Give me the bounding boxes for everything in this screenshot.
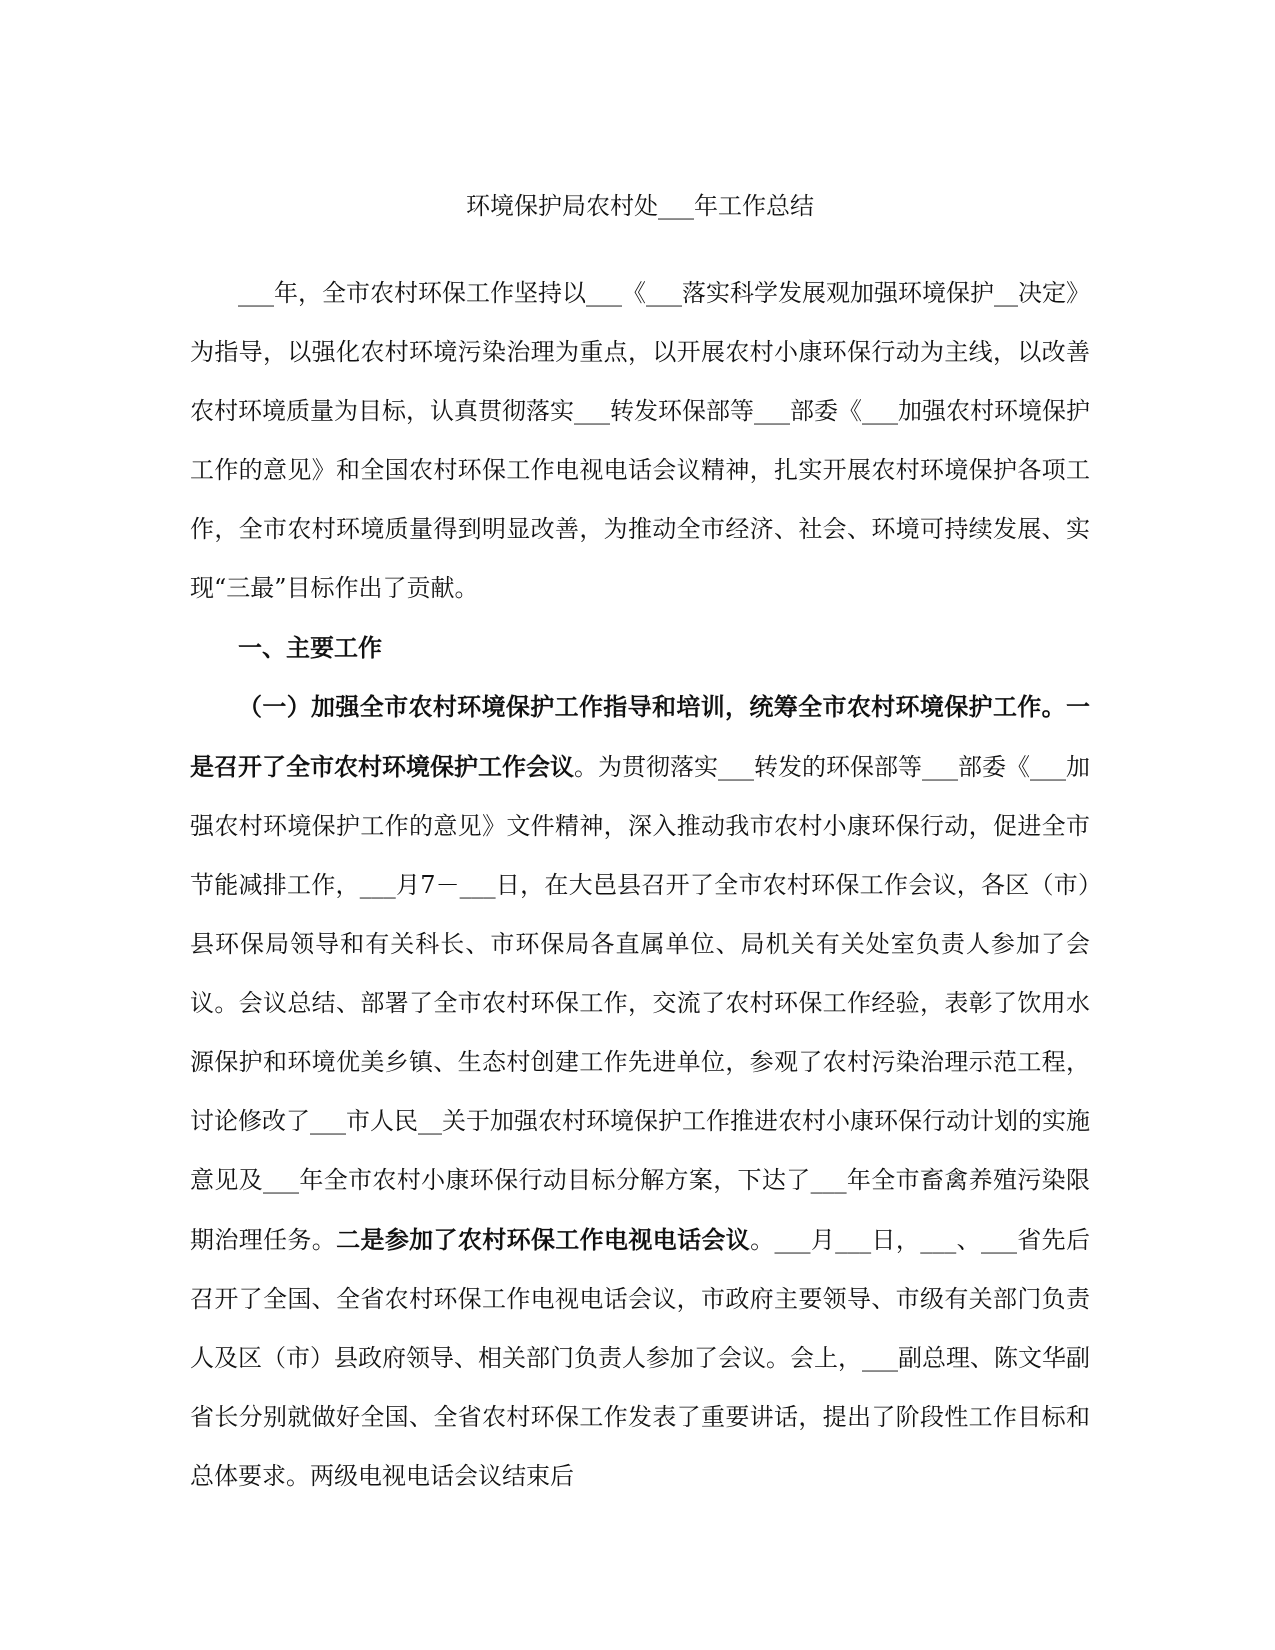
section-heading: 一、主要工作 [238,633,382,662]
sub-heading: （一）加强全市农村环境保护工作指导和培训，统筹全市农村环境保护工作 [238,692,1042,721]
document-body [190,264,1090,1506]
point2-text: 。___月___日，___、___省先后召开了全国、全省农村环保工作电视电话会议，市政府主要领导、市级有关部门负责人及区（市）县政府领导、相关部门负责人参加了会议。会上，___副总理、陈文华副省长分别就做好全国、全省农村环保工作发表了重要讲话，提出了阶段性工作目标和总体要求。两级电视电话会议结束后 [190,1226,1091,1490]
intro-paragraph: ___年，全市农村环保工作坚持以___《___落实科学发展观加强环境保护__决定》为指导，以强化农村环境污染治理为重点，以开展农村小康环保行动为主线，以改善农村环境质量为目标，认真贯彻落实___转发环保部等___部委《___加强农村环境保护工作的意见》和全国农村环保工作电视电话会议精神，扎实开展农村环境保护各项工作，全市农村环境质量得到明显改善，为推动全市经济、社会、环境可持续发展、实现“三最”目标作出了贡献。 [190,279,1090,602]
point2-title: 二是参加了农村环保工作电视电话会议 [336,1225,751,1254]
point1-title: 。一是召开了全市农村环境保护工作会议 [190,692,1091,781]
work-paragraph [190,677,1090,1506]
document-page [190,0,1090,1650]
document-title: 环境保护局农村处___年工作总结 [466,192,814,220]
point1-text: 。为贯彻落实___转发的环保部等___部委《___加强农村环境保护工作的意见》文件精神，深入推动我市农村小康环保行动，促进全市节能减排工作，___月7－___日，在大邑县召开了全市农村环保工作会议，各区（市）县环保局领导和有关科长、市环保局各直属单位、局机关有关处室负责人参加了会议。会议总结、部署了全市农村环保工作，交流了农村环保工作经验，表彰了饮用水源保护和环境优美乡镇、生态村创建工作先进单位，参观了农村污染治理示范工程，讨论修改了___市人民__关于加强农村环境保护工作推进农村小康环保行动计划的实施意见及___年全市农村小康环保行动目标分解方案，下达了___年全市畜禽养殖污染限期治理任务。 [190,753,1090,1254]
